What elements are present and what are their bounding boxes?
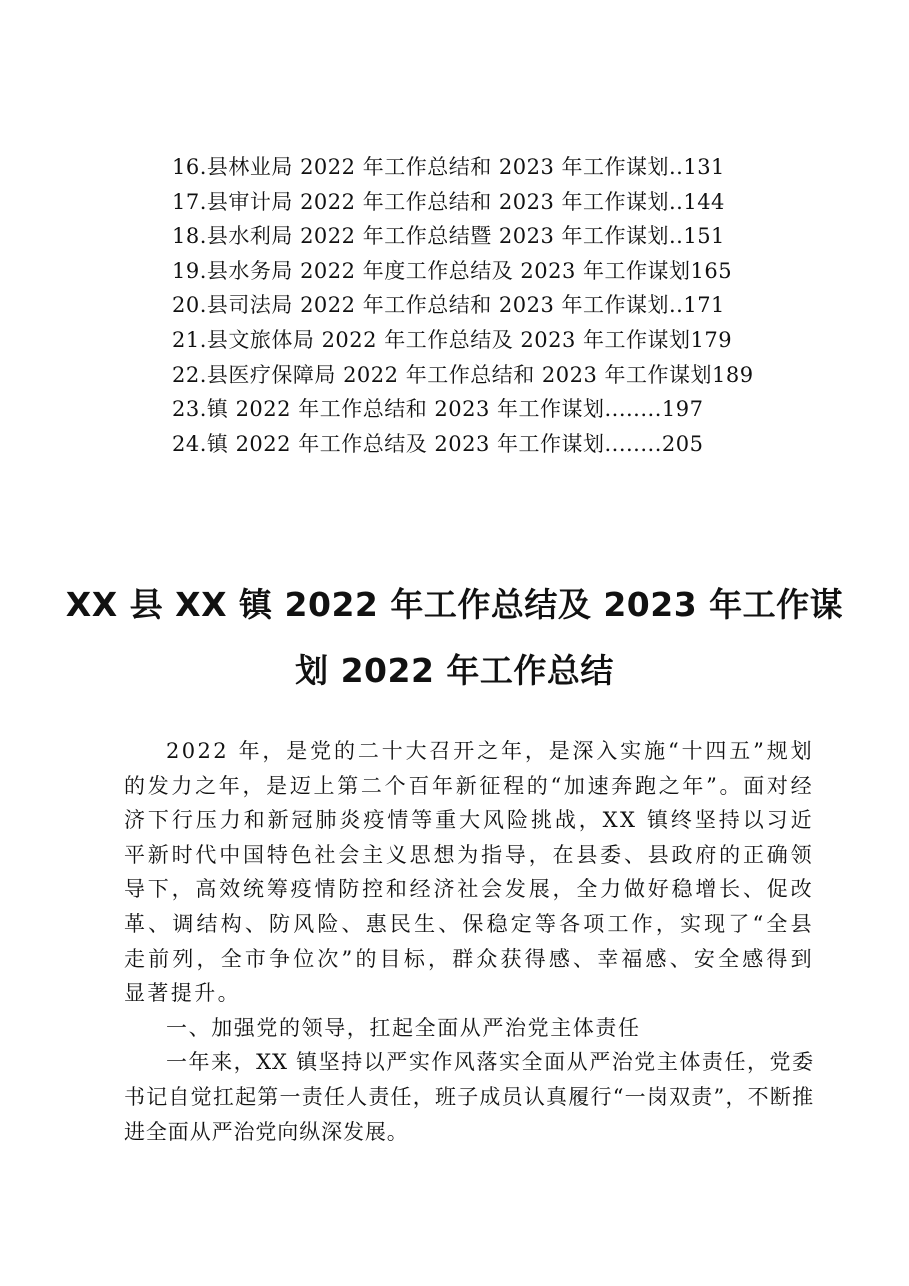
body-paragraph: 2022 年，是党的二十大召开之年，是深入实施“十四五”规划的发力之年，是迈上第二个百年新征程的“加速奔跑之年”。面对经济下行压力和新冠肺炎疫情等重大风险挑战，XX 镇终坚持以习近平新时代中国特色社会主义思想为指导，在县委、县政府的正确领导下，高效统筹疫情防控和经济社会发展，全力做好稳增长、促改革、调结构、防风险、惠民生、保稳定等各项工作，实现了“全县走前列，全市争位次”的目标，群众获得感、幸福感、安全感得到显著提升。 (124, 739, 814, 1006)
document-body (124, 734, 814, 1149)
document-title-line: XX 县 XX 镇 2022 年工作总结及 2023 年工作谋 (65, 585, 844, 624)
section-heading: 一、加强党的领导，扛起全面从严治党主体责任 (166, 1015, 641, 1040)
toc-item[interactable]: 23.镇 2022 年工作总结和 2023 年工作谋划........197 (172, 397, 704, 422)
document-title (60, 572, 849, 704)
toc-item[interactable]: 20.县司法局 2022 年工作总结和 2023 年工作谋划..171 (172, 293, 725, 318)
toc-item[interactable]: 21.县文旅体局 2022 年工作总结及 2023 年工作谋划179 (172, 327, 733, 352)
table-of-contents (172, 150, 792, 461)
body-paragraph: 一年来，XX 镇坚持以严实作风落实全面从严治党主体责任，党委书记自觉扛起第一责任人责任，班子成员认真履行“一岗双责”，不断推进全面从严治党向纵深发展。 (124, 1050, 814, 1144)
document-title-line: 划 2022 年工作总结 (295, 651, 614, 690)
toc-item[interactable]: 24.镇 2022 年工作总结及 2023 年工作谋划........205 (172, 431, 704, 456)
toc-item[interactable]: 17.县审计局 2022 年工作总结和 2023 年工作谋划..144 (172, 189, 725, 214)
toc-item[interactable]: 19.县水务局 2022 年度工作总结及 2023 年工作谋划165 (172, 258, 733, 283)
toc-item[interactable]: 22.县医疗保障局 2022 年工作总结和 2023 年工作谋划189 (172, 362, 754, 387)
toc-item[interactable]: 18.县水利局 2022 年工作总结暨 2023 年工作谋划..151 (172, 224, 725, 249)
toc-item[interactable]: 16.县林业局 2022 年工作总结和 2023 年工作谋划..131 (172, 155, 725, 179)
